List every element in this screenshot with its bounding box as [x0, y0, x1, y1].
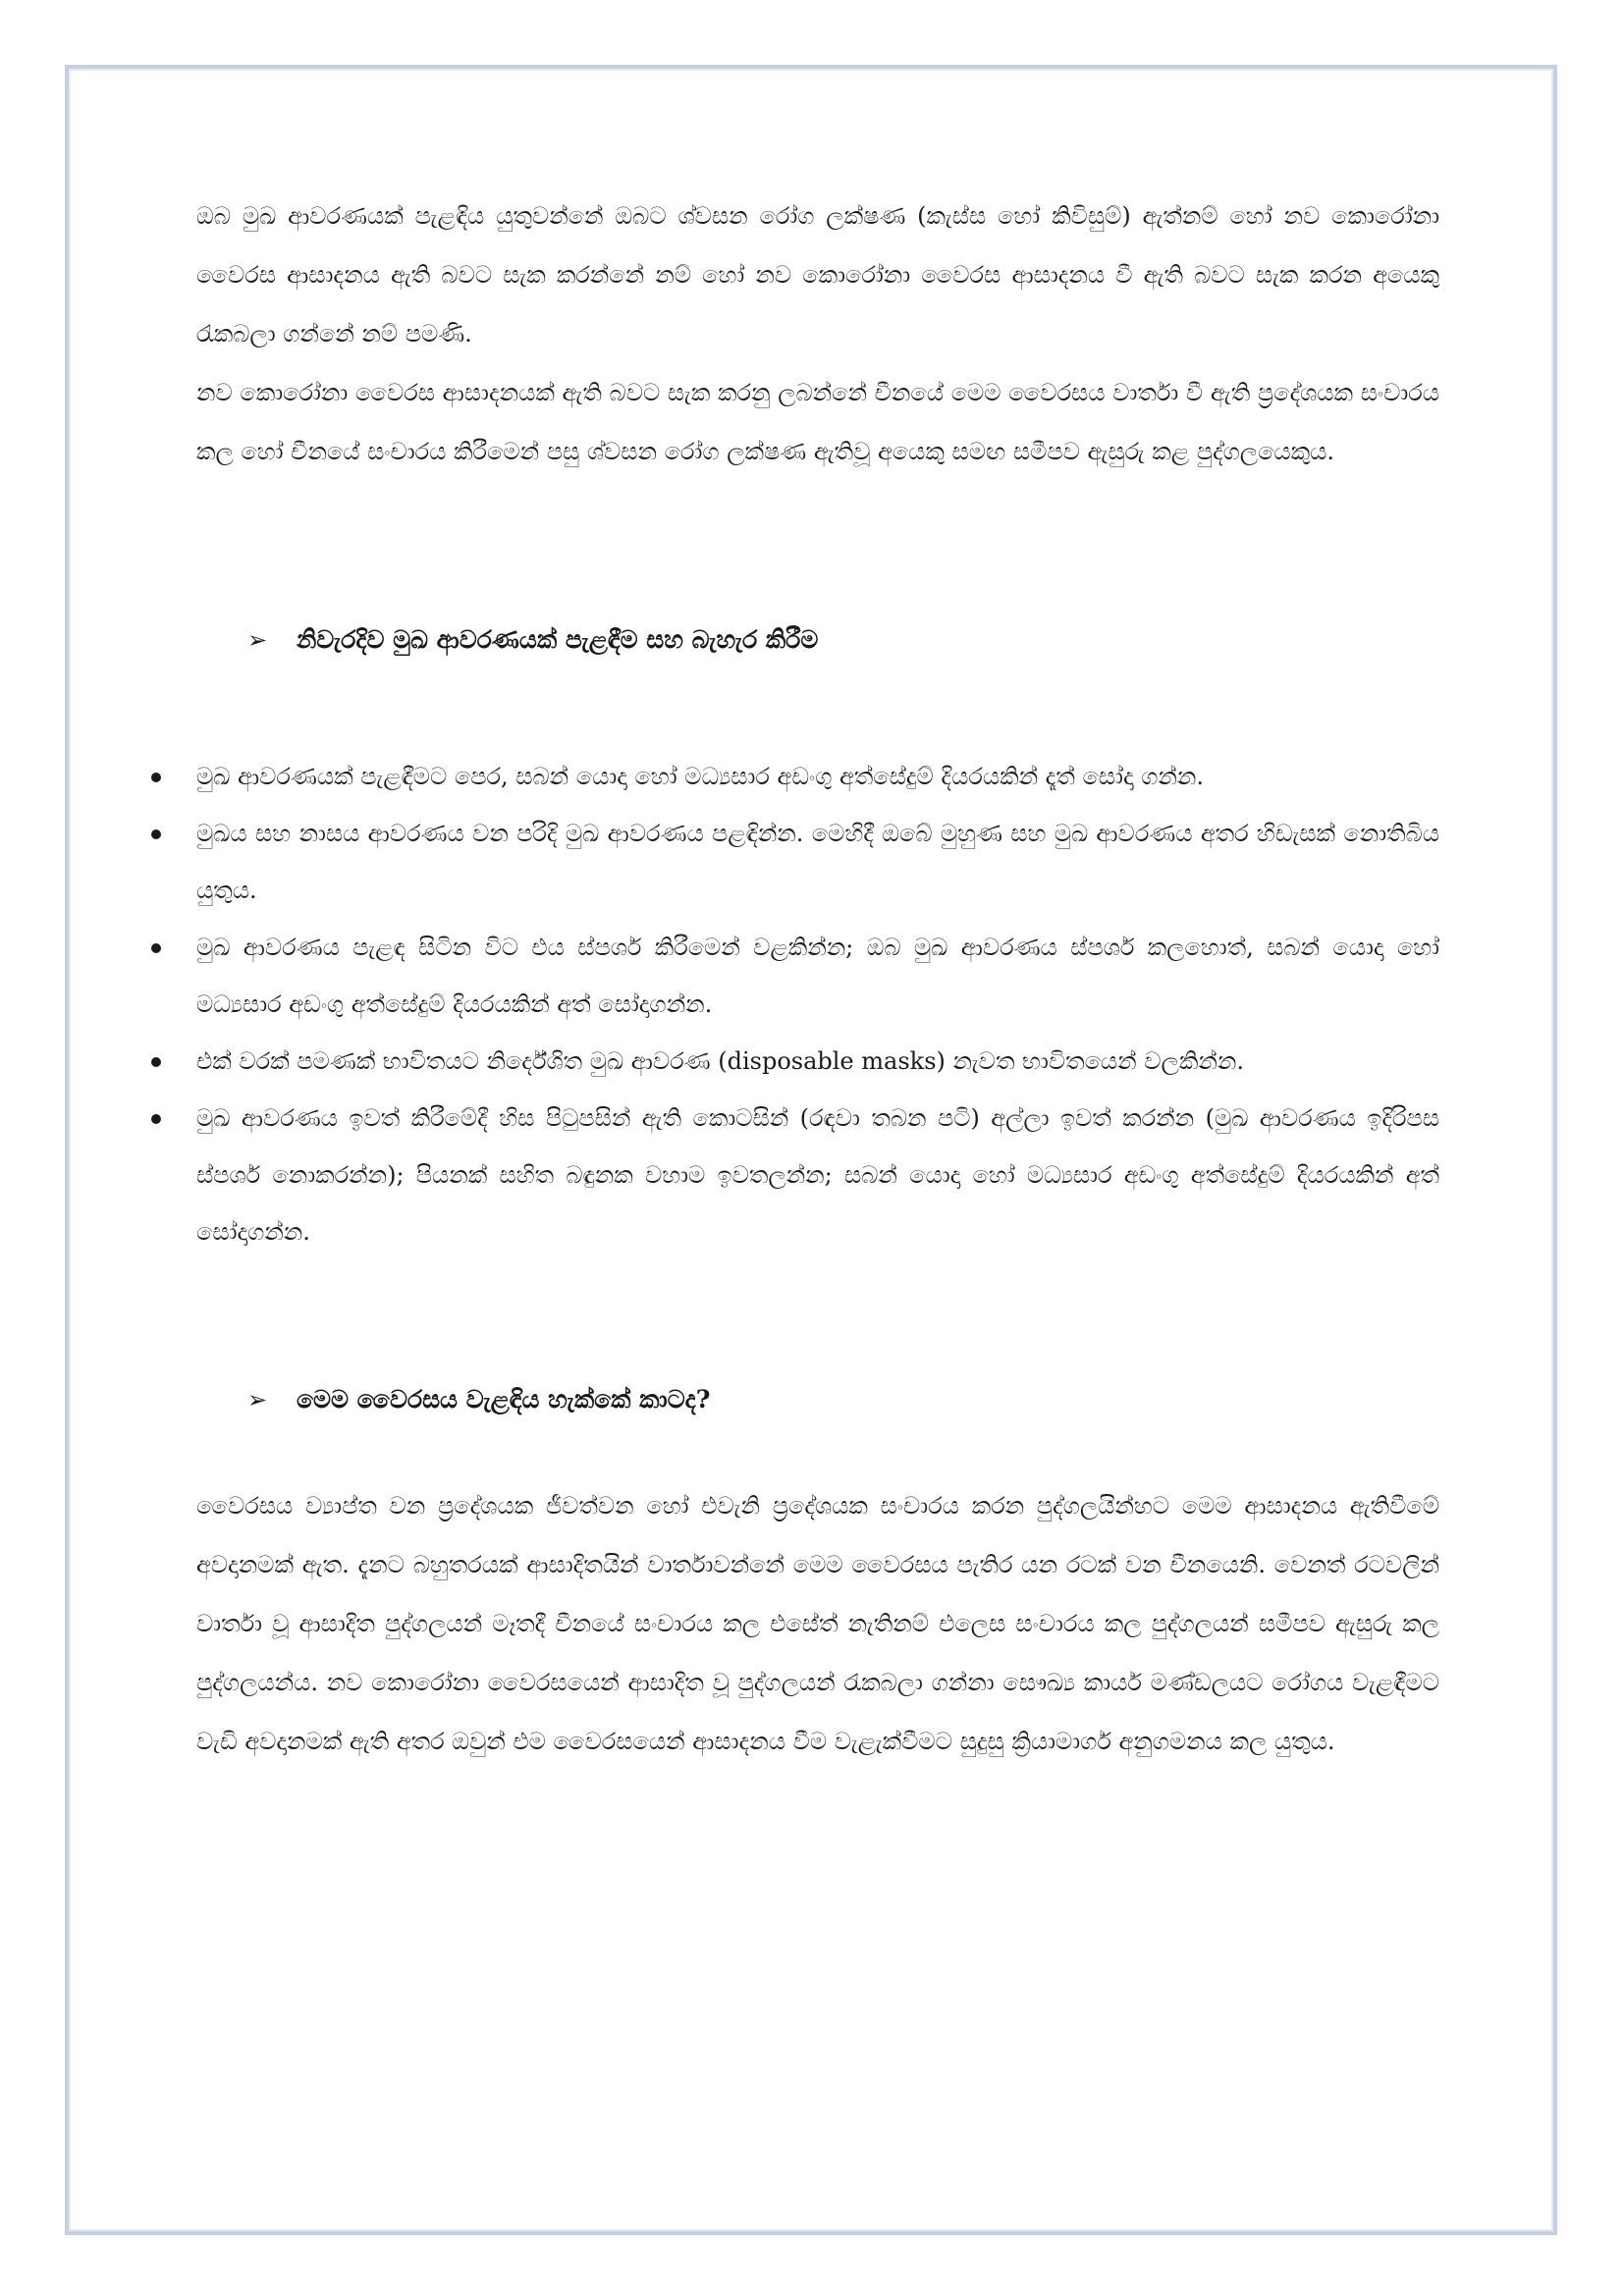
list-item-text: මුඛය සහ නාසය ආවරණය වන පරිදි මුඛ ආවරණය පළඳින්න. මෙහිදී ඔබේ මුහුණ සහ මුඛ ආවරණය අතර හිඩැසක් නොතිබිය යුතුය.: [196, 820, 1439, 904]
section-heading-who-can-get-virus: [247, 1380, 1439, 1419]
list-item: [196, 748, 1439, 805]
list-item: [196, 1033, 1439, 1090]
bullet-dot-icon: [151, 943, 161, 953]
risk-paragraph: වෛරසය ව්‍යාප්ත වන ප්‍රදේශයක ජීවත්වන හෝ එවැනි ප්‍රදේශයක සංචාරය කරන පුද්ගලයින්හට මෙම ආසාදනය ඇතිවීමේ අවදානමක් ඇත. දැනට බහුතරයක් ආසාදිතයින් වාර්තාවන්නේ මෙම වෛරසය පැතිර යන රටක් වන චීනයෙනි. වෙනත් රටවලින් වාර්තා වූ ආසාදිත පුද්ගලයන් මෑතදී චීනයේ සංචාරය කල එසේත් නැතිනම් එලෙස සංචාරය කල පුද්ගලයන් සමීපව ඇසුරු කල පුද්ගලයන්ය. නව කොරෝනා වෛරසයෙන් ආසාදිත වූ පුද්ගලයන් රැකබලා ගන්නා සෞඛ්‍ය කාර්ය මණ්ඩලයට රෝගය වැළඳීමට වැඩි අවදානමක් ඇති අතර ඔවුන් එම වෛරසයෙන් ආසාදනය වීම වැළැක්වීමට සුදුසු ක්‍රියාමාර්ග අනුගමනය කල යුතුය.: [196, 1492, 1439, 1755]
list-item-text: මුඛ ආවරණයක් පැළඳීමට පෙර, සබන් යොදා හෝ මධ්‍යසාර අඩංගු අත්සේදුම් දියරයකින් දෑත් සෝදා ගන්න.: [196, 763, 1204, 790]
intro-paragraph-2: නව කොරෝනා වෛරස ආසාදනයක් ඇති බවට සැක කරනු ලබන්නේ චීනයේ මෙම වෛරසය වාර්තා වී ඇති ප්‍රදේශයක සංචාරය කල හෝ චීනයේ සංචාරය කිරීමෙන් පසු ශ්වසන රෝග ලක්ෂණ ඇතිවූ අයෙකු සමඟ සමීපව ඇසුරු කළ පුද්ගලයෙකුය.: [196, 379, 1439, 465]
arrow-right-icon: ➢: [247, 626, 268, 654]
bullet-dot-icon: [151, 1114, 161, 1124]
list-item-text: මුඛ ආවරණය පැළඳ සිටින විට එය ස්පර්ශ කිරීමෙන් වළකින්න; ඔබ මුඛ ආවරණය ස්පර්ශ කලහොත්, සබන් යොදා හෝ මධ්‍යසාර අඩංගු අත්සේදුම් දියරයකින් අත් සෝදාගන්න.: [196, 934, 1439, 1018]
list-item: [196, 1090, 1439, 1260]
list-item: [196, 805, 1439, 919]
document-body: [196, 187, 1439, 1771]
list-item-text: මුඛ ආවරණය ඉවත් කිරීමේදී හිස පිටුපසින් ඇති කොටසින් (රඳවා තබන පටි) අල්ලා ඉවත් කරන්න (මුඛ ආවරණය ඉදිරිපස ස්පර්ශ නොකරන්න); පියනක් සහිත බඳුනක වහාම ඉවතලන්න; සබන් යොදා හෝ මධ්‍යසාර අඩංගු අත්සේදුම් දියරයකින් අත් සෝදාගන්න.: [196, 1104, 1439, 1246]
section-heading-wearing-masks: [247, 620, 1439, 660]
intro-paragraph-1: ඔබ මුඛ ආවරණයක් පැළඳිය යුතුවන්නේ ඔබට ශ්වසන රෝග ලක්ෂණ (කැස්ස හෝ කිවිසුම්) ඇත්නම් හෝ නව කොරෝනා වෛරස ආසාදනය ඇති බවට සැක කරන්නේ නම් හෝ නව කොරෝනා වෛරස ආසාදනය වී ඇති බවට සැක කරන අයෙකු රැකබලා ගන්නේ නම් පමණි.: [196, 202, 1439, 347]
arrow-right-icon: ➢: [247, 1386, 268, 1414]
section-heading-text: නිවැරදිව මුඛ ආවරණයක් පැළඳීම සහ බැහැර කිරීම: [297, 625, 819, 654]
bullet-dot-icon: [151, 773, 161, 782]
section-heading-text: මෙම වෛරසය වැළඳිය හැක්කේ කාටද?: [297, 1385, 711, 1414]
mask-instructions-list: [196, 748, 1439, 1260]
list-item: [196, 919, 1439, 1033]
bullet-dot-icon: [151, 829, 161, 839]
list-item-text: එක් වරක් පමණක් භාවිතයට නිර්දේශිත මුඛ ආවරණ (disposable masks) නැවත භාවිතයෙන් වලකින්න.: [196, 1047, 1244, 1075]
bullet-dot-icon: [151, 1057, 161, 1067]
